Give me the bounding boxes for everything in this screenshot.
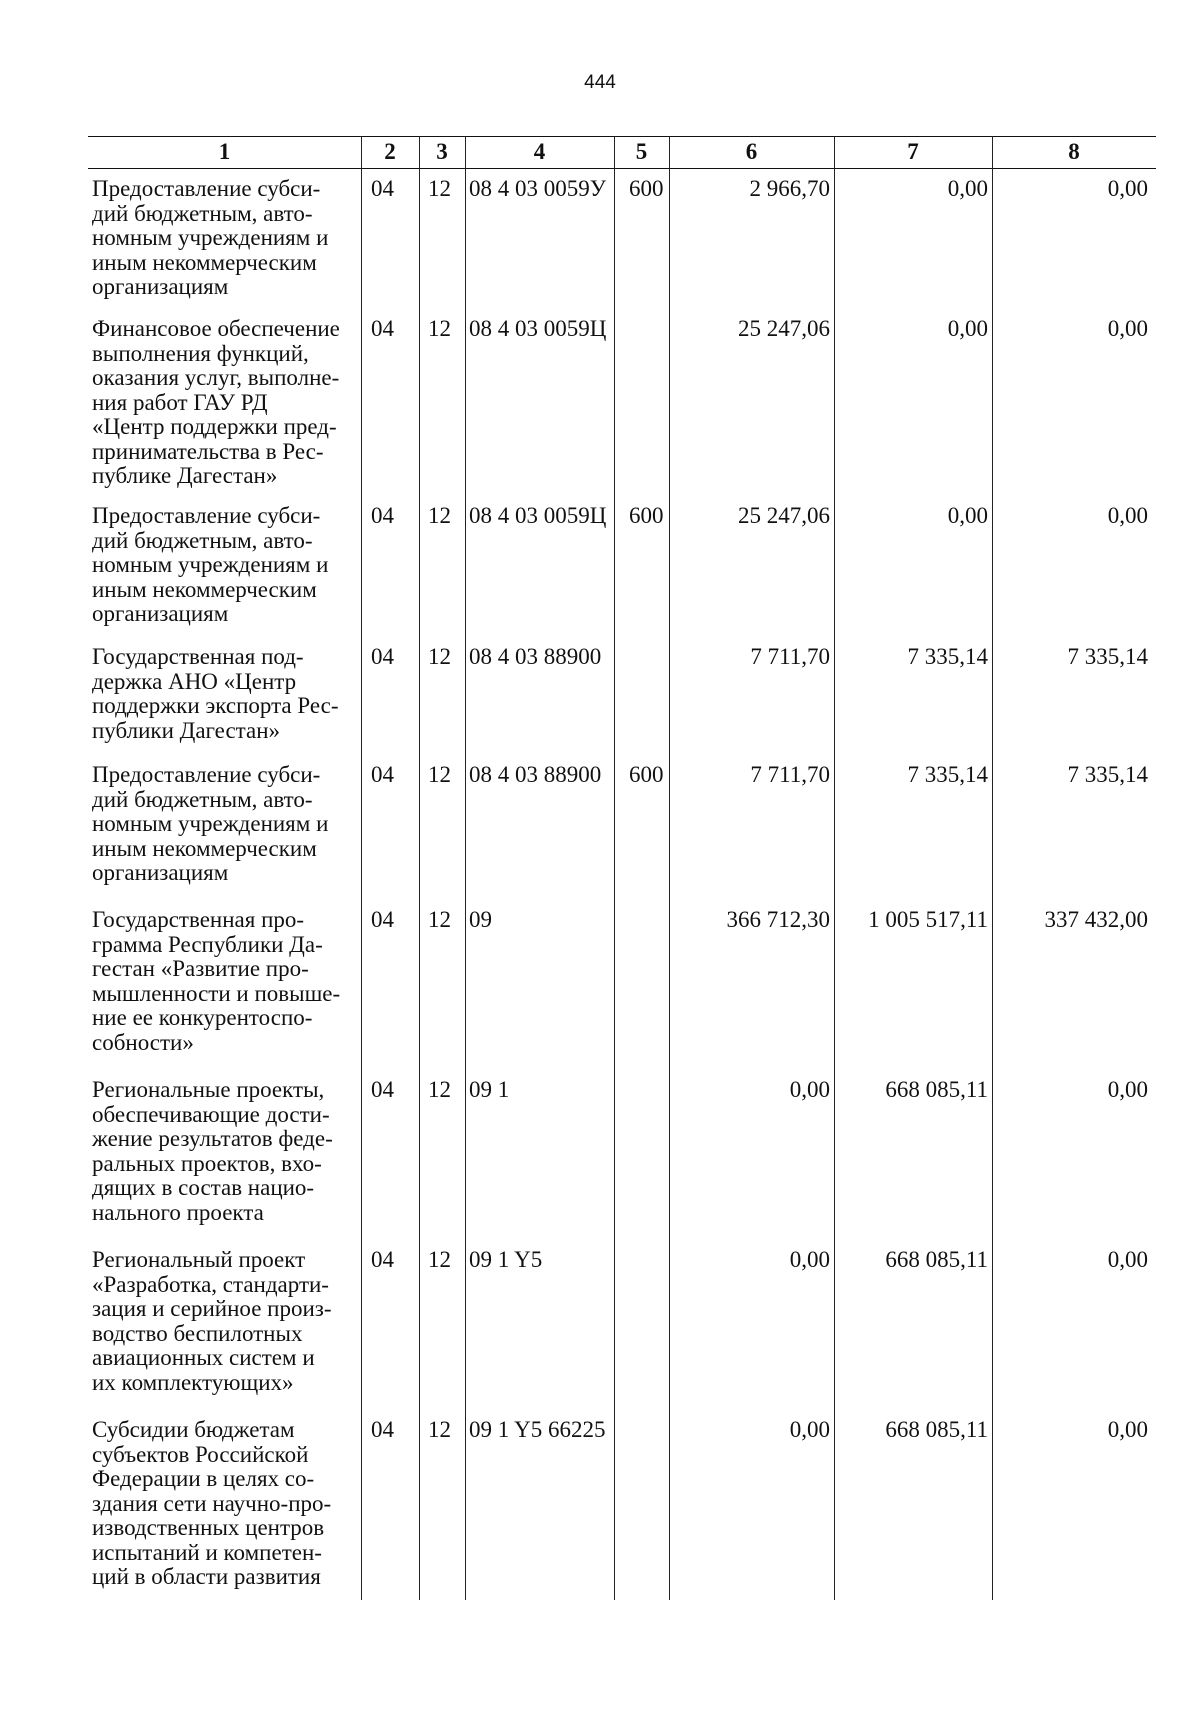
row-amount-7: 7 335,14 — [907, 762, 988, 787]
column-divider — [465, 136, 466, 1600]
row-subsection: 12 — [428, 907, 451, 932]
header-col-1: 1 — [218, 139, 231, 164]
row-subsection: 12 — [428, 176, 451, 201]
row-amount-8: 0,00 — [1107, 1247, 1148, 1272]
row-amount-6: 0,00 — [789, 1247, 830, 1272]
row-amount-7: 0,00 — [947, 176, 988, 201]
row-name: Предоставление субси- дий бюджетным, авто- номным учреждениям и иным некоммерческим организациям — [92, 762, 329, 885]
header-col-3: 3 — [436, 139, 448, 164]
row-target-code: 09 — [469, 907, 492, 932]
column-divider — [834, 136, 835, 1600]
row-amount-7: 668 085,11 — [885, 1247, 988, 1272]
row-section: 04 — [371, 1077, 394, 1102]
row-name: Региональный проект «Разработка, стандарти- зация и серийное произ- водство беспилотных авиационных систем и их комплектующих» — [92, 1247, 332, 1395]
header-col-6: 6 — [745, 139, 758, 164]
row-subsection: 12 — [428, 1417, 451, 1442]
page-number: 444 — [584, 72, 616, 93]
header-col-8: 8 — [1068, 139, 1080, 164]
row-amount-6: 366 712,30 — [726, 907, 830, 932]
row-section: 04 — [371, 1247, 394, 1272]
row-amount-6: 0,00 — [789, 1077, 830, 1102]
row-section: 04 — [371, 762, 394, 787]
row-section: 04 — [371, 1417, 394, 1442]
row-subsection: 12 — [428, 644, 451, 669]
row-target-code: 08 4 03 0059У — [469, 176, 607, 201]
row-amount-6: 25 247,06 — [738, 503, 830, 528]
row-amount-8: 0,00 — [1107, 1077, 1148, 1102]
row-target-code: 08 4 03 88900 — [469, 644, 602, 669]
row-subsection: 12 — [428, 316, 451, 341]
row-amount-6: 7 711,70 — [750, 644, 830, 669]
row-target-code: 09 1 Y5 — [469, 1247, 543, 1272]
row-name: Предоставление субси- дий бюджетным, авто- номным учреждениям и иным некоммерческим организациям — [92, 176, 329, 299]
row-amount-8: 337 432,00 — [1044, 907, 1148, 932]
row-amount-7: 0,00 — [947, 503, 988, 528]
row-amount-8: 7 335,14 — [1067, 644, 1148, 669]
row-target-code: 08 4 03 88900 — [469, 762, 602, 787]
row-target-code: 09 1 — [469, 1077, 510, 1102]
row-section: 04 — [371, 176, 394, 201]
row-amount-8: 0,00 — [1107, 1417, 1148, 1442]
row-expense-type: 600 — [629, 503, 664, 528]
row-name: Финансовое обеспечение выполнения функций, оказания услуг, выполне- ния работ ГАУ РД «Центр поддержки пред- принимательства в Рес- публике Дагестан» — [92, 316, 340, 488]
row-amount-6: 2 966,70 — [749, 176, 830, 201]
column-divider — [361, 136, 362, 1600]
row-section: 04 — [371, 503, 394, 528]
row-expense-type: 600 — [629, 762, 664, 787]
row-amount-8: 0,00 — [1107, 503, 1148, 528]
row-amount-6: 25 247,06 — [738, 316, 830, 341]
header-col-4: 4 — [533, 139, 546, 164]
row-section: 04 — [371, 316, 394, 341]
row-amount-7: 668 085,11 — [885, 1077, 988, 1102]
row-name: Государственная про- грамма Республики Да- гестан «Развитие про- мышленности и повыше- ние ее конкурентоспо- собности» — [92, 907, 341, 1055]
column-divider — [669, 136, 670, 1600]
row-amount-8: 7 335,14 — [1067, 762, 1148, 787]
row-amount-6: 7 711,70 — [750, 762, 830, 787]
row-amount-8: 0,00 — [1107, 316, 1148, 341]
row-amount-7: 0,00 — [947, 316, 988, 341]
row-expense-type: 600 — [629, 176, 664, 201]
row-subsection: 12 — [428, 503, 451, 528]
header-col-7: 7 — [907, 139, 919, 164]
row-subsection: 12 — [428, 1077, 451, 1102]
row-subsection: 12 — [428, 1247, 451, 1272]
row-subsection: 12 — [428, 762, 451, 787]
row-amount-8: 0,00 — [1107, 176, 1148, 201]
budget-table — [88, 136, 1156, 1600]
row-name: Региональные проекты, обеспечивающие дости- жение результатов феде- ральных проектов, вхо- дящих в состав нацио- нального проекта — [92, 1077, 333, 1225]
header-col-5: 5 — [635, 139, 648, 164]
row-amount-7: 1 005 517,11 — [868, 907, 988, 932]
row-target-code: 08 4 03 0059Ц — [469, 316, 607, 341]
row-amount-7: 7 335,14 — [907, 644, 988, 669]
row-target-code: 09 1 Y5 66225 — [469, 1417, 606, 1442]
row-section: 04 — [371, 644, 394, 669]
column-divider — [614, 136, 615, 1600]
column-divider — [992, 136, 993, 1600]
row-amount-7: 668 085,11 — [885, 1417, 988, 1442]
column-divider — [419, 136, 420, 1600]
row-name: Предоставление субси- дий бюджетным, авто- номным учреждениям и иным некоммерческим организациям — [92, 503, 329, 626]
row-target-code: 08 4 03 0059Ц — [469, 503, 607, 528]
row-name: Государственная под- держка АНО «Центр поддержки экспорта Рес- публики Дагестан» — [92, 644, 339, 743]
row-section: 04 — [371, 907, 394, 932]
row-name: Субсидии бюджетам субъектов Российской Федерации в целях со- здания сети научно-про- изводственных центров испытаний и компетен- ций в области развития — [92, 1417, 332, 1589]
row-amount-6: 0,00 — [789, 1417, 830, 1442]
header-col-2: 2 — [384, 139, 396, 164]
